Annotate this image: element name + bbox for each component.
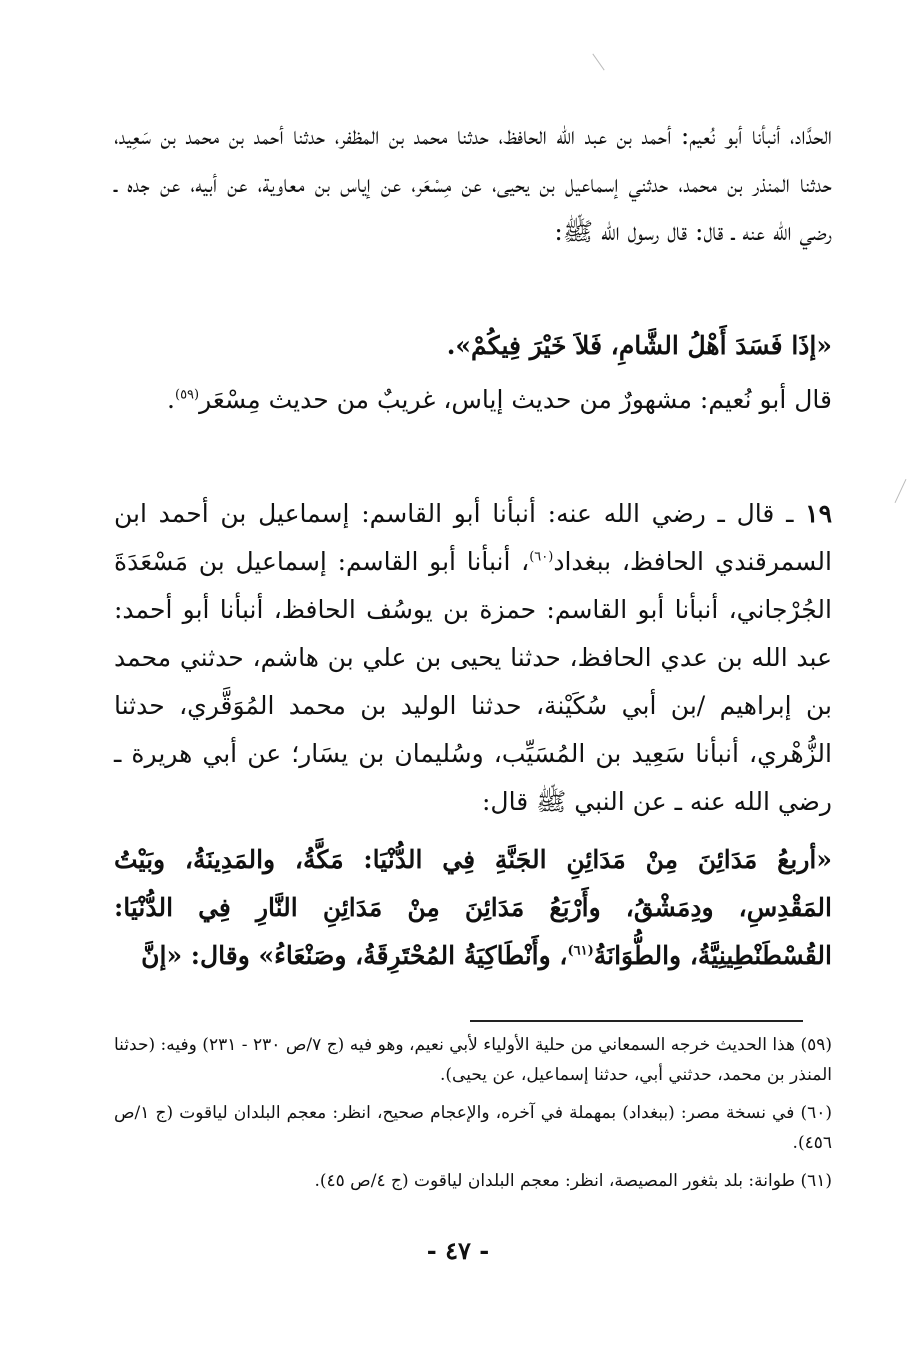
paragraph-text	[114, 836, 832, 980]
comment-end: .	[167, 385, 175, 414]
isnad-paragraph-1	[114, 112, 832, 256]
quote-text-b: ، وأَنْطَاكِيَةُ المُحْتَرِقَةُ، وصَنْعَاءُ» وقال: «إنَّ	[141, 941, 568, 970]
page-number: - ٤٧ -	[426, 1236, 490, 1265]
footnote-text: في نسخة مصر: (ببغداد) بمهملة في آخره، والإعجام صحيح، انظر: معجم البلدان لياقوت (ج ١/ص ٤٥٦).	[114, 1103, 832, 1153]
footnote-ref-61[interactable]: (٦١)	[567, 943, 594, 959]
isnad-text-a: ـ قال ـ رضي الله عنه: أنبأنا أبو القاسم: إسماعيل بن أحمد ابن السمرقندي الحافظ، ببغداد	[114, 499, 832, 576]
comment-text: قال أبو نُعيم: مشهورٌ من حديث إياس، غريبٌ من حديث مِسْعَر	[199, 385, 832, 414]
isnad-text-b: ، أنبأنا أبو القاسم: إسماعيل بن مَسْعَدَةَ الجُرْجاني، أنبأنا أبو القاسم: حمزة بن يوسُف الحافظ، أنبأنا أبو أحمد: عبد الله بن عدي الحافظ، حدثنا يحيى بن علي بن هاشم، حدثني محمد بن إبراهيم /بن أبي سُكَيْنة، حدثنا الوليد بن محمد المُوَقَّري، حدثنا الزُّهْري، أنبأنا سَعِيد بن المُسَيِّب، وسُليمان بن يسَار؛ عن أبي هريرة ـ رضي الله عنه ـ عن النبي ﷺ قال:	[114, 547, 832, 816]
footnote-ref-60[interactable]: (٦٠)	[529, 549, 554, 565]
scan-artifact-mark	[895, 479, 907, 503]
footnote-61	[114, 1166, 832, 1196]
footnote-number: (٥٩)	[800, 1035, 833, 1055]
footnote-60	[114, 1098, 832, 1158]
paragraph-text	[114, 490, 832, 826]
footnote-number: (٦٠)	[800, 1103, 832, 1123]
footnote-separator	[470, 1020, 803, 1022]
footnote-number: (٦١)	[800, 1171, 832, 1191]
paragraph-text: الحدَّاد، أنبأنا أبو نُعيم: أحمد بن عبد الله الحافظ، حدثنا محمد بن المظفر، حدثنا أحمد بن محمد بن سَعِيد، حدثنا المنذر بن محمد، حدثني إسماعيل بن يحيى، عن مِسْعَر، عن إياس بن معاوية، عن أبيه، عن جده ـ رضي الله عنه ـ قال: قال رسول الله ﷺ:	[114, 121, 832, 246]
scan-artifact-mark	[592, 54, 604, 71]
quote-text-a: «أربعُ مَدَائِنَ مِنْ مَدَائِنِ الجَنَّةِ فِي الدُّنْيَا: مَكَّةُ، والمَدِينَةُ، وبَيْتُ المَقْدِسِ، ودِمَشْقُ، وأَرْبَعُ مَدَائِنَ مِنْ مَدَائِنِ النَّارِ فِي الدُّنْيَا: القُسْطَنْطِينِيَّةُ، والطُّوَانَةُ	[114, 845, 832, 970]
footnote-59	[114, 1030, 832, 1090]
hadith-number: ١٩	[805, 499, 832, 528]
footnotes-section	[114, 1030, 832, 1204]
hadith-19-paragraph	[114, 490, 832, 826]
comment-paragraph	[114, 376, 832, 424]
paragraph-text	[114, 376, 832, 424]
footnote-ref-59[interactable]: (٥٩)	[174, 387, 200, 403]
hadith-quote-1: «إذَا فَسَدَ أَهْلُ الشَّامِ، فَلاَ خَيْرَ فِيكُمْ».	[446, 331, 832, 360]
footnote-text: هذا الحديث خرجه السمعاني من حلية الأولياء لأبي نعيم، وهو فيه (ج ٧/ص ٢٣٠ - ٢٣١) وفيه: (حدثنا المنذر بن محمد، حدثني أبي، حدثنا إسماعيل، عن يحيى).	[114, 1035, 832, 1085]
footnote-text: طوانة: بلد بثغور المصيصة، انظر: معجم البلدان لياقوت (ج ٤/ص ٤٥).	[314, 1171, 796, 1191]
hadith-quote-2	[114, 836, 832, 980]
